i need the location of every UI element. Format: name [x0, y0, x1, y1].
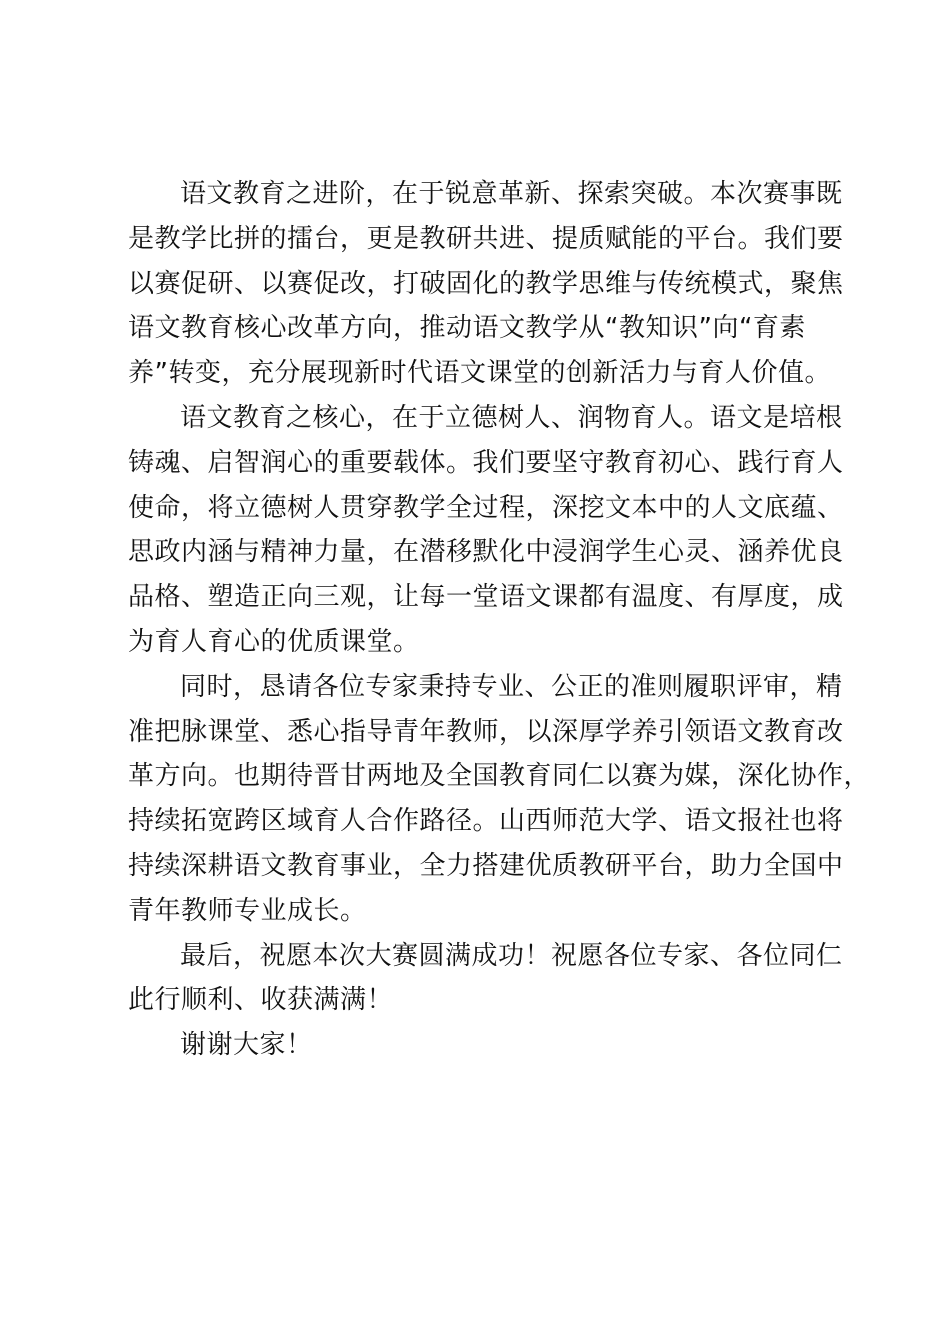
- paragraph-line: 准把脉课堂、悉心指导青年教师，以深厚学养引领语文教育改: [128, 716, 844, 747]
- paragraph-line: 品格、塑造正向三观，让每一堂语文课都有温度、有厚度，成: [128, 582, 844, 613]
- paragraph-line: 以赛促研、以赛促改，打破固化的教学思维与传统模式，聚焦: [128, 268, 844, 299]
- paragraph-1: [128, 172, 844, 396]
- paragraph-line: 持续拓宽跨区域育人合作路径。山西师范大学、语文报社也将: [128, 806, 844, 837]
- paragraph-line: 使命，将立德树人贯穿教学全过程，深挖文本中的人文底蕴、: [128, 492, 844, 523]
- paragraph-line: 为育人育心的优质课堂。: [128, 626, 420, 657]
- paragraph-5: [128, 1023, 832, 1068]
- paragraph-line: 思政内涵与精神力量，在潜移默化中浸润学生心灵、涵养优良: [128, 537, 844, 568]
- paragraph-2: [128, 396, 844, 665]
- paragraph-line: 持续深耕语文教育事业，全力搭建优质教研平台，助力全国中: [128, 850, 844, 881]
- paragraph-line: 革方向。也期待晋甘两地及全国教育同仁以赛为媒，深化协作，: [128, 761, 871, 792]
- paragraph-line: 此行顺利、收获满满！: [128, 985, 394, 1016]
- paragraph-line: 铸魂、启智润心的重要载体。我们要坚守教育初心、践行育人: [128, 447, 844, 478]
- paragraph-line: 语文教育之进阶，在于锐意革新、探索突破。本次赛事既: [180, 179, 843, 209]
- paragraph-line: 是教学比拼的擂台，更是教研共进、提质赋能的平台。我们要: [128, 223, 844, 254]
- paragraph-line: 最后，祝愿本次大赛圆满成功！祝愿各位专家、各位同仁: [180, 940, 843, 971]
- document-body: [128, 172, 871, 1068]
- paragraph-line: 同时，恳请各位专家秉持专业、公正的准则履职评审，精: [180, 671, 843, 702]
- paragraph-line: 青年教师专业成长。: [128, 895, 367, 926]
- paragraph-line: 养”转变，充分展现新时代语文课堂的创新活力与育人价值。: [128, 358, 831, 389]
- paragraph-line: 语文教育核心改革方向，推动语文教学从“教知识”向“育素: [128, 313, 806, 344]
- paragraph-4: [128, 934, 843, 1024]
- paragraph-3: [128, 665, 871, 934]
- paragraph-line: 谢谢大家！: [180, 1030, 313, 1061]
- paragraph-line: 语文教育之核心，在于立德树人、润物育人。语文是培根: [180, 402, 843, 433]
